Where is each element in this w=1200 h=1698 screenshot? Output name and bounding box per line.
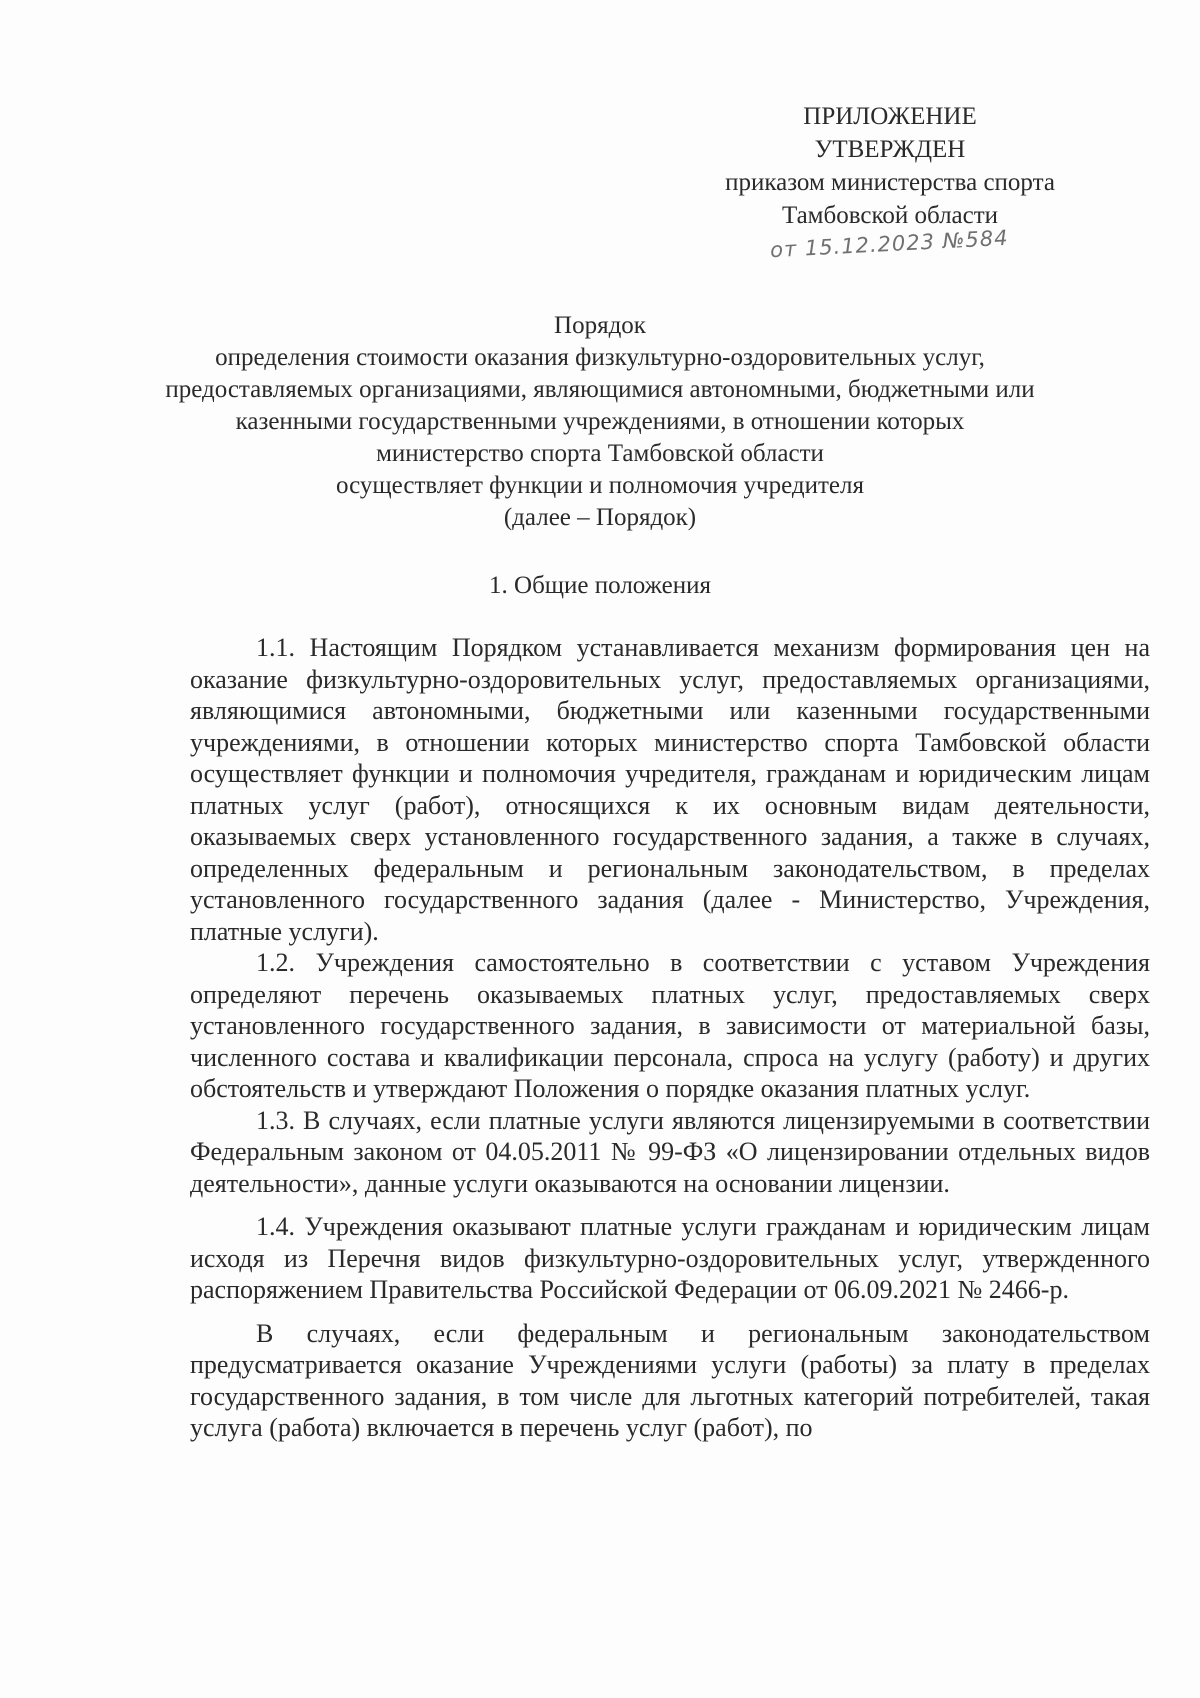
paragraph-1-4: 1.4. Учреждения оказывают платные услуги гражданам и юридическим лицам исходя из Перечня видов физкультурно-оздоровительных услуг, утвержденного распоряжением Правительства Российской Федерации от 06.09.2021 № 2466-р.: [190, 1212, 1150, 1304]
paragraph-1-1: 1.1. Настоящим Порядком устанавливается механизм формирования цен на оказание физкультурно-оздоровительных услуг, предоставляемых организациями, являющимися автономными, бюджетными или казенными государственными учреждениями, в отношении которых министерство спорта Тамбовской области осуществляет функции и полномочия учредителя, гражданам и юридическим лицам платных услуг (работ), относящихся к их основным видам деятельности, оказываемых сверх установленного государственного задания, а также в случаях, определенных федеральным и региональным законодательством, в пределах установленного государственного задания (далее - Министерство, Учреждения, платные услуги).: [190, 633, 1150, 946]
title-line: Порядок: [554, 312, 646, 339]
paragraph-1-2: 1.2. Учреждения самостоятельно в соответствии с уставом Учреждения определяют перечень оказываемых платных услуг, предоставляемых сверх установленного государственного задания, в зависимости от материальной базы, численного состава и квалификации персонала, спроса на услугу (работу) и других обстоятельств и утверждают Положения о порядке оказания платных услуг.: [190, 948, 1150, 1103]
document-title: [150, 310, 1050, 534]
title-line: осуществляет функции и полномочия учредителя: [336, 472, 864, 499]
section-heading: 1. Общие положения: [489, 572, 711, 599]
paragraph-1-3: 1.3. В случаях, если платные услуги являются лицензируемыми в соответствии Федеральным законом от 04.05.2011 № 99-ФЗ «О лицензировании отдельных видов деятельности», данные услуги оказываются на основании лицензии.: [190, 1105, 1150, 1198]
approved-label: УТВЕРЖДЕН: [814, 136, 966, 163]
title-line: министерство спорта Тамбовской области: [376, 440, 824, 467]
region-label: Тамбовской области: [781, 202, 999, 229]
paragraph-1-4-continued: В случаях, если федеральным и региональным законодательством предусматривается оказание Учреждениями услуги (работы) за плату в пределах государственного задания, в том числе для льготных категорий потребителей, такая услуга (работа) включается в перечень услуг (работ), по: [190, 1318, 1150, 1442]
appendix-label: ПРИЛОЖЕНИЕ: [803, 103, 977, 130]
title-line: казенными государственными учреждениями, в отношении которых: [235, 408, 965, 435]
approval-stamp-block: [690, 100, 1090, 232]
title-line: (далее – Порядок): [503, 504, 697, 531]
order-label: приказом министерства спорта: [725, 169, 1055, 196]
title-line: предоставляемых организациями, являющимися автономными, бюджетными или: [165, 376, 1035, 403]
handwritten-date-number: от 15.12.2023 №584: [769, 225, 1010, 263]
document-body: [190, 632, 1150, 1444]
title-line: определения стоимости оказания физкультурно-оздоровительных услуг,: [215, 344, 985, 371]
